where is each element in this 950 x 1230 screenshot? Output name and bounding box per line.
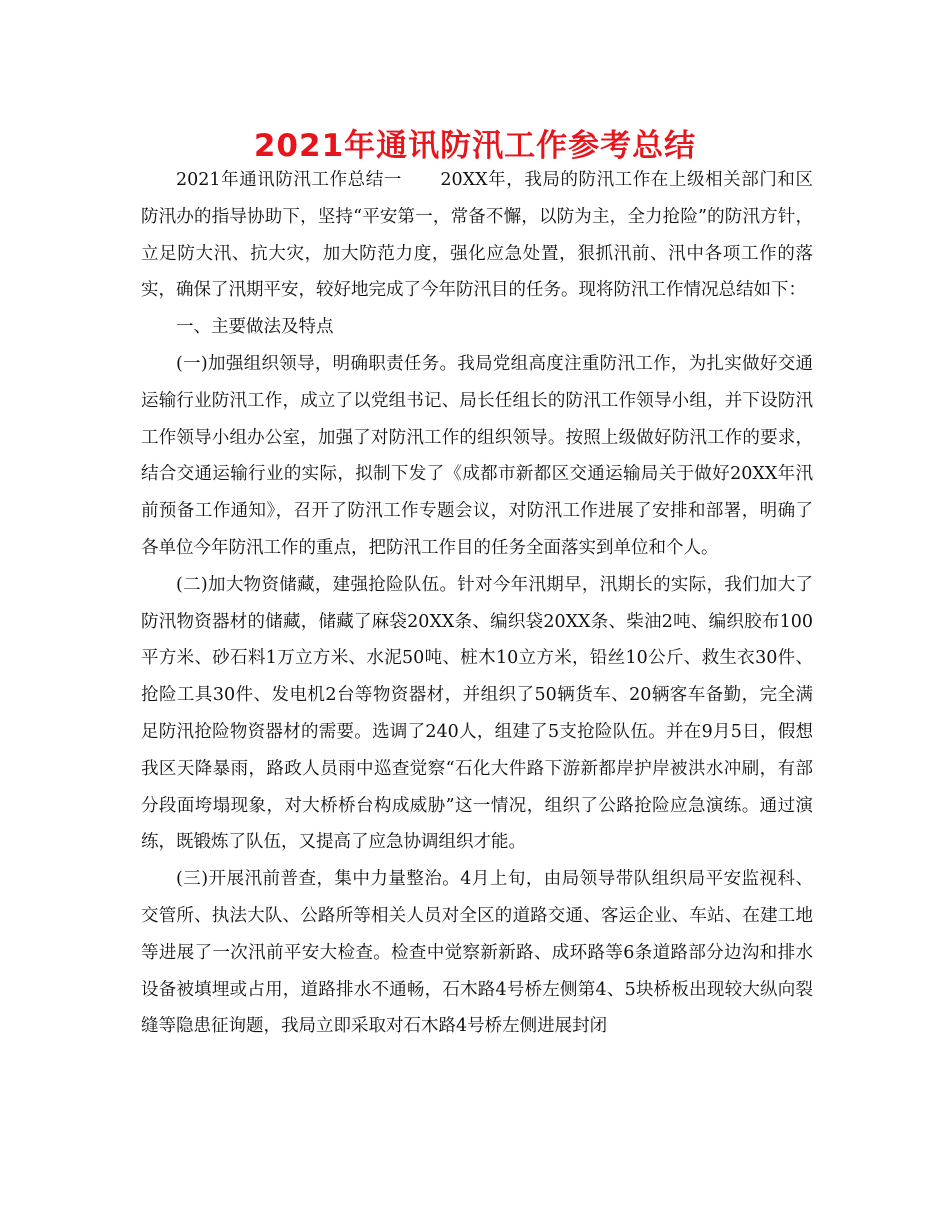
intro-label: 2021年通讯防汛工作总结一 [176,170,402,190]
document-body [141,162,813,1045]
paragraph-3: (三)开展汛前普查，集中力量整治。4月上旬，由局领导带队组织局平安监视科、交管所、执法大队、公路所等相关人员对全区的道路交通、客运企业、车站、在建工地等进展了一次汛前平安大检查。检查中觉察新新路、成环路等6条道路部分边沟和排水设备被填埋或占用，道路排水不通畅，石木路4号桥左侧第4、5块桥板出现较大纵向裂缝等隐患征询题，我局立即采取对石木路4号桥左侧进展封闭 [141,869,813,1037]
document-title: 2021年通讯防汛工作参考总结 [253,128,697,164]
paragraph-1: (一)加强组织领导，明确职责任务。我局党组高度注重防汛工作，为扎实做好交通运输行业防汛工作，成立了以党组书记、局长任组长的防汛工作领导小组，并下设防汛工作领导小组办公室，加强了对防汛工作的组织领导。按照上级做好防汛工作的要求，结合交通运输行业的实际，拟制下发了《成都市新都区交通运输局关于做好20XX年汛前预备工作通知》，召开了防汛工作专题会议，对防汛工作进展了安排和部署，明确了各单位今年防汛工作的重点，把防汛工作目的任务全面落实到单位和个人。 [141,353,813,558]
intro-paragraph [141,162,813,309]
paragraph-2: (二)加大物资储藏，建强抢险队伍。针对今年汛期早，汛期长的实际，我们加大了防汛物资器材的储藏，储藏了麻袋20XX条、编织袋20XX条、柴油2吨、编织胶布100平方米、砂石料1万立方米、水泥50吨、桩木10立方米，铅丝10公斤、救生衣30件、抢险工具30件、发电机2台等物资器材，并组织了50辆货车、20辆客车备勤，完全满足防汛抢险物资器材的需要。选调了240人，组建了5支抢险队伍。并在9月5日，假想我区天降暴雨，路政人员雨中巡查觉察“石化大件路下游新都岸护岸被洪水冲刷，有部分段面垮塌现象，对大桥桥台构成威胁”这一情况，组织了公路抢险应急演练。通过演练，既锻炼了队伍，又提高了应急协调组织才能。 [141,574,813,853]
section-heading: 一、主要做法及特点 [176,317,334,338]
intro-text: 20XX年，我局的防汛工作在上级相关部门和区防汛办的指导协助下，坚持“平安第一，常备不懈，以防为主，全力抢险”的防汛方针，立足防大汛、抗大灾，加大防范力度，强化应急处置，狠抓汛前、汛中各项工作的落实，确保了汛期平安，较好地完成了今年防汛目的任务。现将防汛工作情况总结如下： [141,170,813,301]
